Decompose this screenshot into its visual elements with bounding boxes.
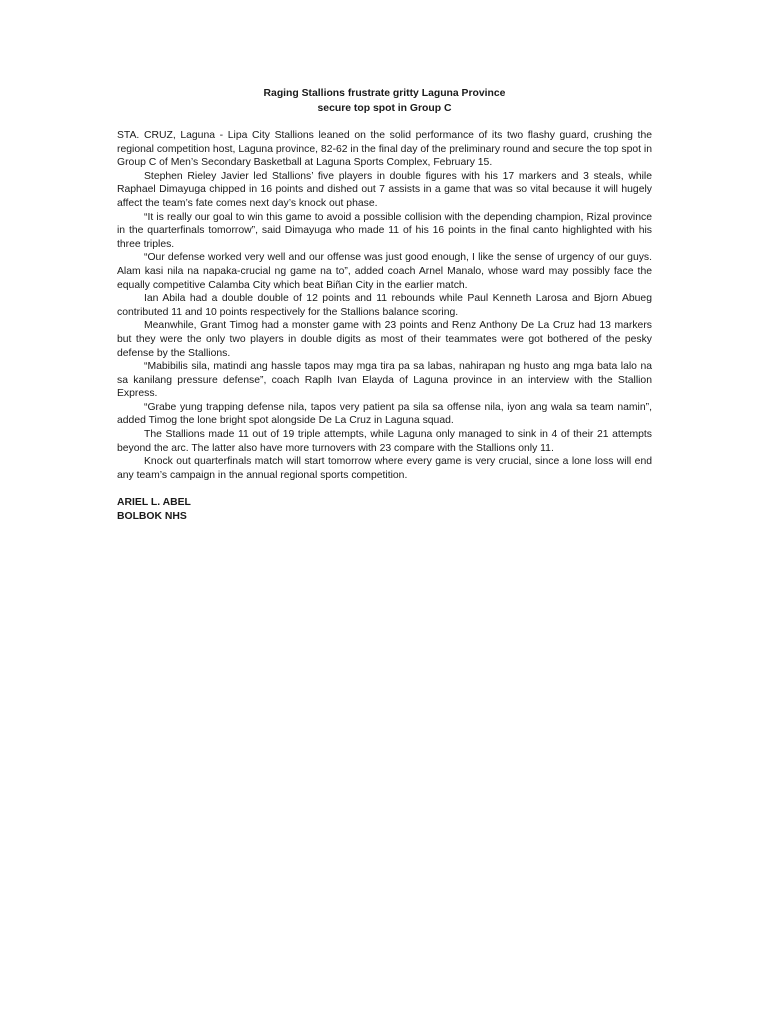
paragraph: Knock out quarterfinals match will start tomorrow where every game is very crucial, since a lone loss will end any team’s campaign in the annual regional sports competition. [117, 456, 652, 481]
title-line-1: Raging Stallions frustrate gritty Laguna Province [263, 88, 506, 99]
paragraph: “Our defense worked very well and our offense was just good enough, I like the sense of urgency of our guys. Alam kasi nila na napaka-crucial ng game na to”, added coach Arnel Manalo, whose ward may possibly face the equally competitive Calamba City which beat Biñan City in the earlier match. [117, 252, 652, 291]
paragraph-lead: STA. CRUZ, Laguna - Lipa City Stallions leaned on the solid performance of its two flashy guard, crushing the regional competition host, Laguna province, 82-62 in the final day of the preliminary round and secure the top spot in Group C of Men’s Secondary Basketball at Laguna Sports Complex, February 15. [117, 130, 652, 169]
author-school: BOLBOK NHS [117, 511, 187, 523]
paragraph: “Mabibilis sila, matindi ang hassle tapos may mga tira pa sa labas, nahirapan ng husto ang mga bata lalo na sa kanilang pressure defense”, coach Raplh Ivan Elayda of Laguna province in an interview with the Stallion Express. [117, 361, 652, 400]
article [117, 86, 652, 524]
title-line-2: secure top spot in Group C [317, 103, 452, 114]
paragraph: Ian Abila had a double double of 12 points and 11 rebounds while Paul Kenneth Larosa and Bjorn Abueg contributed 11 and 10 points respectively for the Stallions balance scoring. [117, 293, 652, 318]
byline [117, 496, 652, 523]
paragraph: “Grabe yung trapping defense nila, tapos very patient pa sila sa offense nila, iyon ang wala sa team namin”, added Timog the lone bright spot alongside De La Cruz in Laguna squad. [117, 401, 652, 427]
paragraph: “It is really our goal to win this game to avoid a possible collision with the depending champion, Rizal province in the quarterfinals tomorrow”, said Dimayuga who made 11 of his 16 points in the final canto highlighted with his three triples. [117, 211, 652, 250]
author-name: ARIEL L. ABEL [117, 497, 191, 509]
article-title [117, 86, 652, 116]
paragraph: Stephen Rieley Javier led Stallions’ five players in double figures with his 17 markers and 3 steals, while Raphael Dimayuga chipped in 16 points and dished out 7 assists in a game that was so vital because it will hugely affect the team’s fate comes next day’s knock out phase. [117, 170, 652, 209]
paragraph: Meanwhile, Grant Timog had a monster game with 23 points and Renz Anthony De La Cruz had 13 markers but they were the only two players in double digits as most of their teammates were got bothered of the pesky defense by the Stallions. [117, 320, 652, 359]
paragraph: The Stallions made 11 out of 19 triple attempts, while Laguna only managed to sink in 4 of their 21 attempts beyond the arc. The latter also have more turnovers with 23 compare with the Stallions only 11. [117, 429, 652, 454]
